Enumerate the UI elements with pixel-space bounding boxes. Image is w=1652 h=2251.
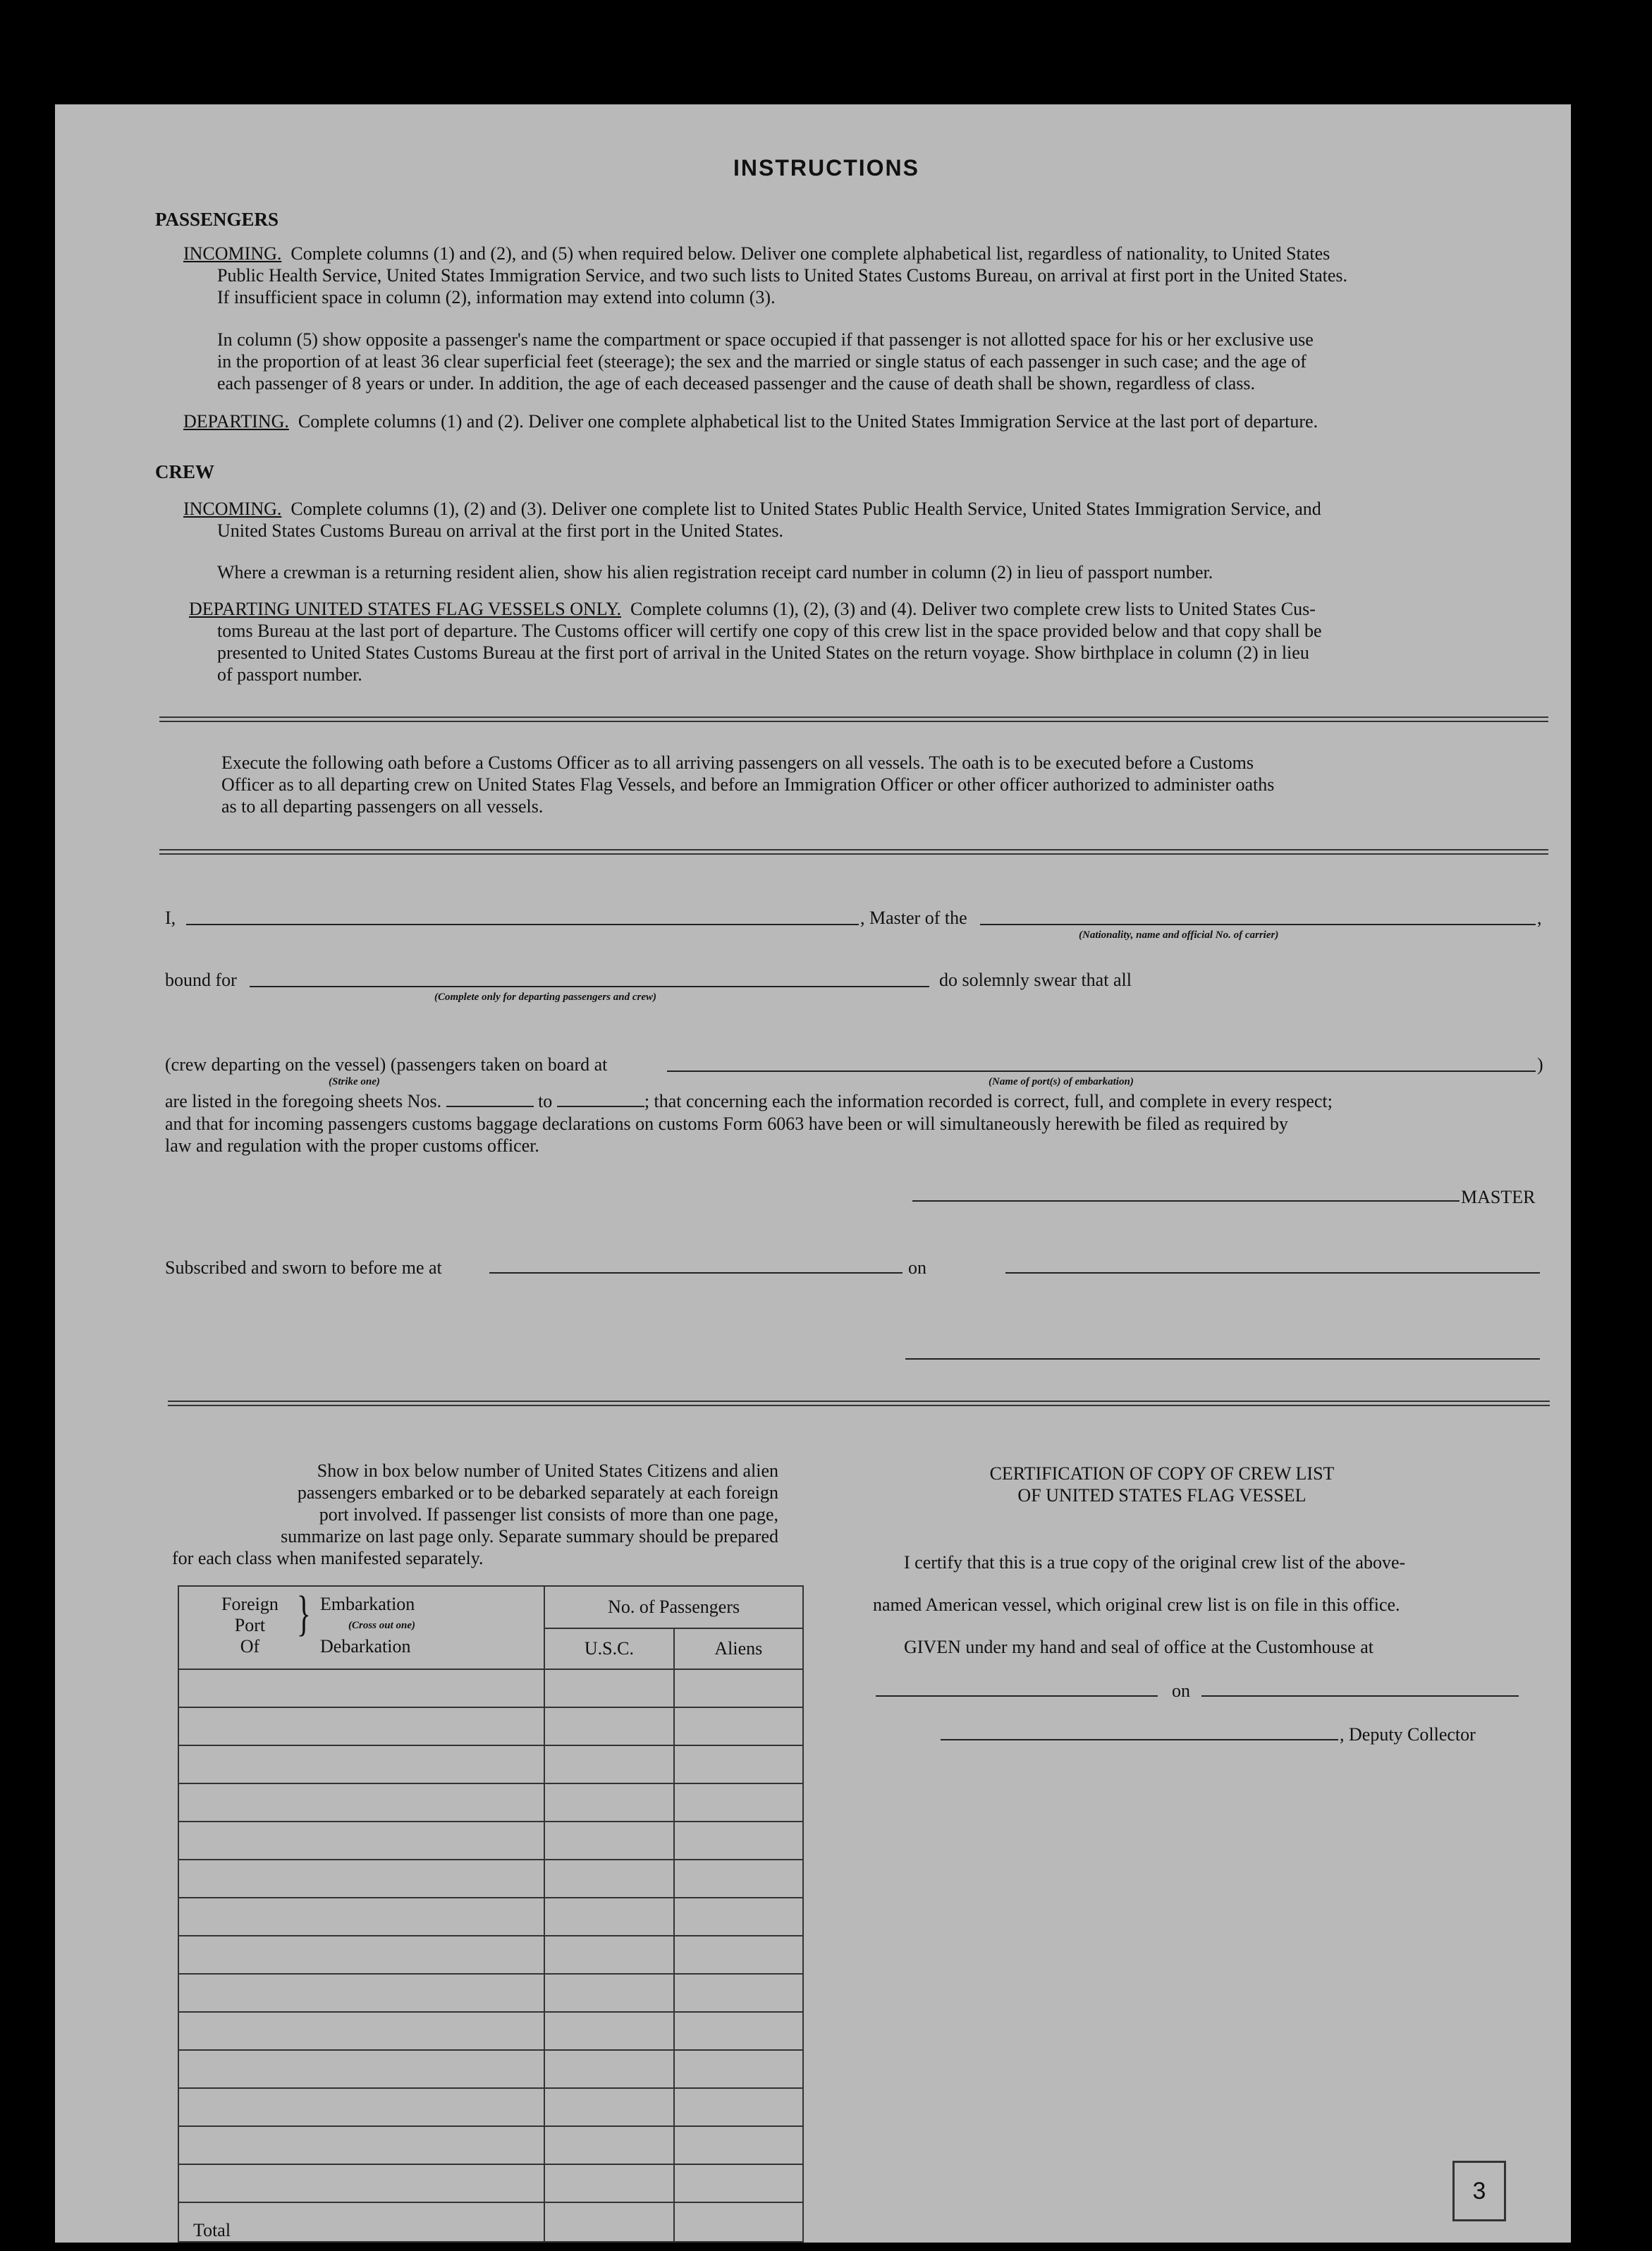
summary-row bbox=[178, 1974, 803, 2012]
crew-incoming-text-2: United States Customs Bureau on arrival at the first port in the United States. bbox=[217, 520, 783, 541]
divider-2 bbox=[159, 849, 1548, 855]
listed-text-2: ; that concerning each the information recorded is correct, full, and complete in every respect; bbox=[644, 1091, 1333, 1111]
aliens-cell[interactable] bbox=[674, 1669, 803, 1707]
port-cell[interactable] bbox=[178, 1669, 544, 1707]
aliens-cell[interactable] bbox=[674, 1936, 803, 1974]
listed-line-1 bbox=[165, 1090, 1333, 1113]
certification-on-label: on bbox=[1172, 1680, 1190, 1701]
crew-incoming-line-1 bbox=[183, 498, 1321, 520]
summary-row bbox=[178, 1669, 803, 1707]
crew-departing-text-3: presented to United States Customs Bureau at the first port of arrival in the United States on the return voyage. Show birthplace in column (2) in lieu bbox=[217, 642, 1309, 663]
total-label: Total bbox=[178, 2202, 544, 2242]
usc-cell[interactable] bbox=[544, 2126, 673, 2164]
summary-row bbox=[178, 1707, 803, 1745]
summary-row bbox=[178, 1822, 803, 1860]
aliens-cell[interactable] bbox=[674, 2088, 803, 2126]
bound-for-caption: (Complete only for departing passengers and crew) bbox=[434, 992, 656, 1003]
column5-line-1: In column (5) show opposite a passenger's name the compartment or space occupied if that passenger is not allotted space for his or her exclusive use bbox=[217, 329, 1314, 350]
subscribed-on-label: on bbox=[908, 1257, 926, 1278]
summary-row bbox=[178, 2164, 803, 2202]
usc-cell[interactable] bbox=[544, 1783, 673, 1822]
oath-instructions-line-2: Officer as to all departing crew on United States Flag Vessels, and before an Immigration Officer or other officer authorized to administer oaths bbox=[221, 774, 1275, 795]
usc-cell[interactable] bbox=[544, 1822, 673, 1860]
port-cell[interactable] bbox=[178, 1707, 544, 1745]
aliens-cell[interactable] bbox=[674, 1898, 803, 1936]
column5-line-2: in the proportion of at least 36 clear superficial feet (steerage); the sex and the married or single status of each passenger in such case; and the age of bbox=[217, 351, 1307, 372]
subscribed-date-field[interactable] bbox=[1005, 1272, 1540, 1274]
certification-text-2: named American vessel, which original crew list is on file in this office. bbox=[873, 1594, 1400, 1615]
carrier-comma: , bbox=[1537, 908, 1542, 928]
usc-cell[interactable] bbox=[544, 2088, 673, 2126]
page-title: INSTRUCTIONS bbox=[733, 155, 919, 181]
usc-cell[interactable] bbox=[544, 2164, 673, 2202]
form-sheet bbox=[55, 104, 1571, 2243]
swear-text: do solemnly swear that all bbox=[939, 970, 1132, 990]
certification-text-1: I certify that this is a true copy of the original crew list of the above- bbox=[904, 1552, 1406, 1573]
passengers-incoming-label: INCOMING. bbox=[183, 243, 282, 264]
crew-incoming-text-1: Complete columns (1), (2) and (3). Deliver one complete list to United States Public Health Service, United States Immigration Service, and bbox=[290, 499, 1321, 519]
crew-heading: CREW bbox=[155, 461, 215, 482]
certification-title-1: CERTIFICATION OF COPY OF CREW LIST bbox=[989, 1463, 1335, 1484]
summary-row bbox=[178, 2126, 803, 2164]
deputy-collector-label: , Deputy Collector bbox=[1340, 1724, 1476, 1745]
carrier-caption: (Nationality, name and official No. of carrier) bbox=[1079, 929, 1279, 941]
aliens-cell[interactable] bbox=[674, 1783, 803, 1822]
bound-for-field[interactable] bbox=[250, 986, 929, 987]
crew-departing-label: DEPARTING UNITED STATES FLAG VESSELS ONLY. bbox=[189, 599, 621, 619]
summary-row bbox=[178, 2012, 803, 2050]
port-cell[interactable] bbox=[178, 2164, 544, 2202]
column5-line-3: each passenger of 8 years or under. In addition, the age of each deceased passenger and the cause of death shall be shown, regardless of class. bbox=[217, 373, 1256, 394]
to-label: to bbox=[538, 1091, 553, 1111]
passenger-summary-table bbox=[178, 1585, 804, 2243]
listed-text-4: law and regulation with the proper customs officer. bbox=[165, 1135, 539, 1156]
passengers-incoming-line-1 bbox=[183, 243, 1330, 265]
aliens-cell[interactable] bbox=[674, 1860, 803, 1898]
passengers-incoming-text-1: Complete columns (1) and (2), and (5) when required below. Deliver one complete alphabetical list, regardless of nationality, to United States bbox=[290, 243, 1330, 264]
usc-cell[interactable] bbox=[544, 2050, 673, 2088]
crew-incoming-label: INCOMING. bbox=[183, 499, 282, 519]
strike-one-caption: (Strike one) bbox=[329, 1076, 380, 1087]
divider-1 bbox=[159, 716, 1548, 722]
usc-cell[interactable] bbox=[544, 1936, 673, 1974]
crew-departing-text: (crew departing on the vessel) (passengers taken on board at bbox=[165, 1054, 608, 1075]
embarkation-label: Embarkation bbox=[320, 1594, 415, 1614]
port-cell[interactable] bbox=[178, 2012, 544, 2050]
master-name-field[interactable] bbox=[186, 924, 859, 925]
port-cell[interactable] bbox=[178, 2050, 544, 2088]
deputy-collector-signature-field[interactable] bbox=[941, 1739, 1338, 1740]
subscribed-label: Subscribed and sworn to before me at bbox=[165, 1257, 442, 1278]
master-signature-field[interactable] bbox=[912, 1200, 1460, 1202]
summary-row bbox=[178, 1860, 803, 1898]
usc-cell[interactable] bbox=[544, 2012, 673, 2050]
summary-rows bbox=[178, 1669, 803, 2202]
listed-text-1: are listed in the foregoing sheets Nos. bbox=[165, 1091, 442, 1111]
port-label: Port bbox=[234, 1615, 266, 1635]
embarkation-debarkation bbox=[320, 1594, 415, 1657]
usc-cell[interactable] bbox=[544, 1898, 673, 1936]
passengers-incoming-text-3: If insufficient space in column (2), information may extend into column (3). bbox=[217, 287, 776, 307]
total-usc-cell[interactable] bbox=[544, 2202, 673, 2242]
embarkation-caption: (Name of port(s) of embarkation) bbox=[989, 1076, 1134, 1087]
certification-place-field[interactable] bbox=[876, 1695, 1158, 1697]
port-cell[interactable] bbox=[178, 1974, 544, 2012]
usc-header: U.S.C. bbox=[544, 1628, 673, 1669]
bound-for-label: bound for bbox=[165, 970, 237, 990]
oath-instructions-line-3: as to all departing passengers on all vessels. bbox=[221, 796, 544, 817]
port-cell[interactable] bbox=[178, 1898, 544, 1936]
port-header-cell bbox=[178, 1586, 544, 1669]
officer-signature-field[interactable] bbox=[905, 1358, 1540, 1360]
certification-given: GIVEN under my hand and seal of office at the Customhouse at bbox=[904, 1637, 1373, 1657]
sheet-from-field[interactable] bbox=[446, 1092, 534, 1107]
summary-row bbox=[178, 1783, 803, 1822]
passengers-departing-label: DEPARTING. bbox=[183, 411, 289, 432]
aliens-cell[interactable] bbox=[674, 2050, 803, 2088]
page-number-box: 3 bbox=[1452, 2161, 1506, 2221]
summary-intro-4: summarize on last page only. Separate summary should be prepared bbox=[281, 1526, 778, 1547]
usc-cell[interactable] bbox=[544, 1669, 673, 1707]
summary-intro-5: for each class when manifested separately. bbox=[172, 1548, 484, 1568]
cross-out-label: (Cross out one) bbox=[348, 1620, 416, 1631]
summary-row bbox=[178, 1936, 803, 1974]
subscribed-place-field[interactable] bbox=[489, 1272, 903, 1274]
aliens-header: Aliens bbox=[674, 1628, 803, 1669]
embarkation-close-paren: ) bbox=[1537, 1054, 1543, 1075]
master-label: MASTER bbox=[1461, 1187, 1536, 1207]
aliens-cell[interactable] bbox=[674, 2012, 803, 2050]
usc-cell[interactable] bbox=[544, 1860, 673, 1898]
aliens-cell[interactable] bbox=[674, 1745, 803, 1783]
debarkation-label: Debarkation bbox=[320, 1636, 411, 1657]
port-cell[interactable] bbox=[178, 2088, 544, 2126]
port-cell[interactable] bbox=[178, 1822, 544, 1860]
foreign-label: Foreign bbox=[221, 1594, 279, 1614]
certification-title-2: OF UNITED STATES FLAG VESSEL bbox=[1017, 1485, 1307, 1506]
port-cell[interactable] bbox=[178, 1745, 544, 1783]
certification-date-field[interactable] bbox=[1201, 1695, 1519, 1697]
brace-glyph: } bbox=[296, 1587, 311, 1641]
passengers-heading: PASSENGERS bbox=[155, 209, 279, 230]
summary-row bbox=[178, 1745, 803, 1783]
port-cell[interactable] bbox=[178, 2126, 544, 2164]
aliens-cell[interactable] bbox=[674, 1822, 803, 1860]
foreign-port-of bbox=[221, 1594, 279, 1657]
aliens-cell[interactable] bbox=[674, 2126, 803, 2164]
total-aliens-cell[interactable] bbox=[674, 2202, 803, 2242]
port-cell[interactable] bbox=[178, 1860, 544, 1898]
crew-resident-text: Where a crewman is a returning resident alien, show his alien registration receipt card number in column (2) in lieu of passport number. bbox=[217, 562, 1213, 582]
passengers-departing bbox=[183, 410, 1318, 433]
usc-cell[interactable] bbox=[544, 1745, 673, 1783]
crew-departing-line-1 bbox=[189, 598, 1316, 621]
oath-i: I, bbox=[165, 908, 176, 928]
embarkation-port-field[interactable] bbox=[667, 1070, 1536, 1072]
summary-intro-3: port involved. If passenger list consists of more than one page, bbox=[319, 1504, 778, 1525]
master-of-the-label: , Master of the bbox=[860, 908, 967, 928]
summary-row bbox=[178, 2050, 803, 2088]
usc-cell[interactable] bbox=[544, 1707, 673, 1745]
crew-departing-text-4: of passport number. bbox=[217, 664, 362, 685]
of-label: Of bbox=[240, 1636, 260, 1657]
oath-instructions-line-1: Execute the following oath before a Customs Officer as to all arriving passengers on all vessels. The oath is to be executed before a Customs bbox=[221, 752, 1254, 773]
listed-text-3: and that for incoming passengers customs baggage declarations on customs Form 6063 have been or will simultaneously herewith be filed as required by bbox=[165, 1114, 1288, 1134]
aliens-cell[interactable] bbox=[674, 1974, 803, 2012]
summary-row bbox=[178, 2088, 803, 2126]
divider-3 bbox=[168, 1401, 1550, 1406]
aliens-cell[interactable] bbox=[674, 1707, 803, 1745]
summary-intro-2: passengers embarked or to be debarked separately at each foreign bbox=[297, 1482, 778, 1503]
summary-row bbox=[178, 1898, 803, 1936]
crew-departing-text-2: toms Bureau at the last port of departure. The Customs officer will certify one copy of this crew list in the space provided below and that copy shall be bbox=[217, 621, 1322, 641]
sheet-to-field[interactable] bbox=[557, 1092, 644, 1107]
crew-departing-text-1: Complete columns (1), (2), (3) and (4). Deliver two complete crew lists to United States Cus- bbox=[630, 599, 1316, 619]
aliens-cell[interactable] bbox=[674, 2164, 803, 2202]
usc-cell[interactable] bbox=[544, 1974, 673, 2012]
port-cell[interactable] bbox=[178, 1783, 544, 1822]
passengers-departing-text: Complete columns (1) and (2). Deliver one complete alphabetical list to the United States Immigration Service at the last port of departure. bbox=[298, 411, 1318, 432]
passengers-incoming-text-2: Public Health Service, United States Immigration Service, and two such lists to United States Customs Bureau, on arrival at first port in the United States. bbox=[217, 265, 1348, 286]
no-of-passengers-header: No. of Passengers bbox=[544, 1586, 803, 1628]
port-cell[interactable] bbox=[178, 1936, 544, 1974]
carrier-field[interactable] bbox=[980, 924, 1536, 925]
summary-intro-1: Show in box below number of United States Citizens and alien bbox=[317, 1460, 778, 1481]
